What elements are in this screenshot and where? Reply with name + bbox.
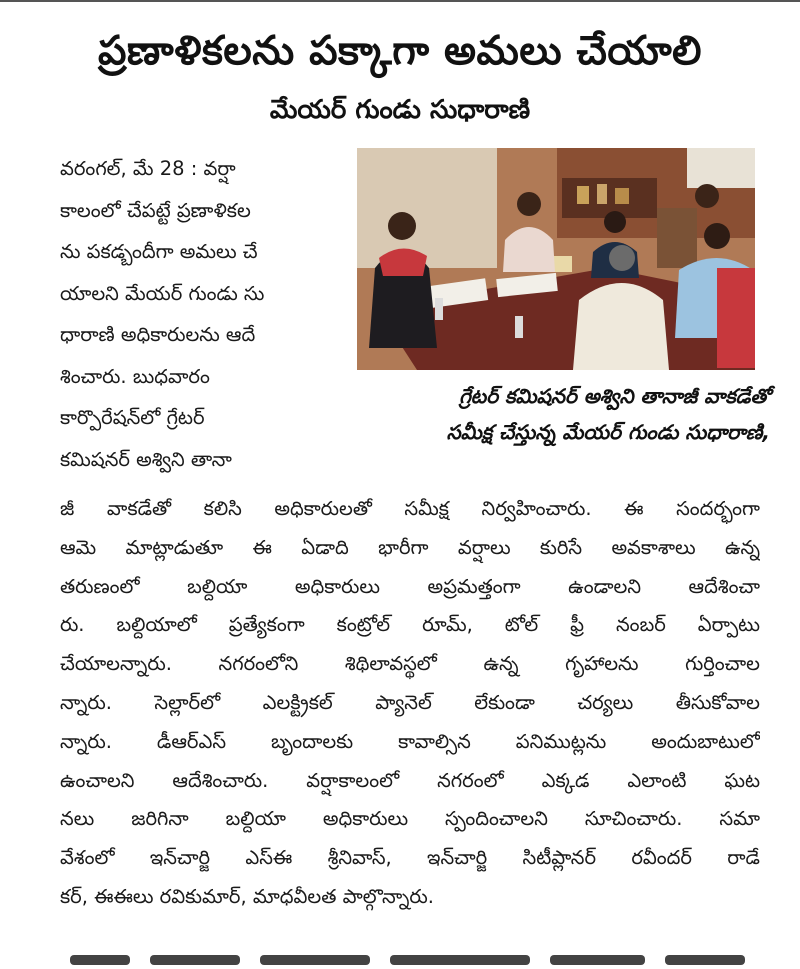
body-line: ఉంచాలని ఆదేశించారు. వర్షాకాలంలో నగరంలో ఎక్కడ ఎలాంటి ఘట (60, 768, 760, 792)
lead-line: కార్పొరేషన్‌లో గ్రేటర్ (60, 406, 205, 429)
meeting-photo-illustration (357, 148, 755, 370)
lead-line: ను పకడ్బందీగా అమలు చే (60, 240, 258, 263)
body-line: చేయాలన్నారు. నగరంలోని శిథిలావస్థలో ఉన్న గృహాలను గుర్తించాల (60, 652, 760, 676)
headline: ప్రణాళికలను పక్కాగా అమలు చేయాలి (98, 28, 702, 74)
caption-line: గ్రేటర్ కమిషనర్ అశ్విని తానాజీ వాకడేతో (459, 384, 770, 408)
body-line: వేశంలో ఇన్‌చార్జి ఎస్ఈ శ్రీనివాస్, ఇన్‌చార్జి సిటీప్లానర్ రవీందర్ రాడే (60, 846, 760, 870)
photo-caption (300, 378, 770, 450)
body-line: తరుణంలో బల్దియా అధికారులు అప్రమత్తంగా ఉండాలని ఆదేశించా (60, 574, 760, 598)
body-line: ఆమె మాట్లాడుతూ ఈ ఏడాది భారీగా వర్షాలు కురిసే అవకాశాలు ఉన్న (60, 535, 760, 559)
lead-line: కమిషనర్ అశ్విని తానా (60, 447, 232, 471)
cutoff-ink (550, 955, 645, 965)
lead-line: యాలని మేయర్ గుండు సు (60, 281, 265, 305)
cutoff-ink (260, 955, 370, 965)
top-rule (0, 0, 800, 2)
lead-line: వరంగల్, మే 28 : వర్షా (60, 157, 236, 180)
cutoff-ink (665, 955, 745, 965)
next-article-cutoff (0, 950, 800, 969)
lead-line: ధారాణి అధికారులను ఆదే (60, 323, 256, 346)
caption-line: సమీక్ష చేస్తున్న మేయర్ గుండు సుధారాణి, (446, 420, 770, 444)
body-line: రు. బల్దియాలో ప్రత్యేకంగా కంట్రోల్ రూమ్, టోల్ ఫ్రీ నంబర్ ఏర్పాటు (60, 613, 760, 637)
body-line: కర్, ఈఈలు రవికుమార్, మాధవీలత పాల్గొన్నారు. (60, 884, 434, 908)
body-line: న్నారు. డీఆర్ఎస్ బృందాలకు కావాల్సిన పనిముట్లను అందుబాటులో (60, 729, 760, 753)
cutoff-ink (150, 955, 240, 965)
meeting-photo (357, 148, 755, 370)
cutoff-ink (390, 955, 530, 965)
cutoff-ink (70, 955, 130, 965)
lead-line: కాలంలో చేపట్టే ప్రణాళికల (60, 198, 251, 222)
article-body (60, 490, 760, 917)
lead-line: శించారు. బుధవారం (60, 364, 210, 388)
byline: మేయర్ గుండు సుధారాణి (269, 95, 531, 125)
body-line: నలు జరిగినా బల్దియా అధికారులు స్పందించాలని సూచించారు. సమా (60, 807, 760, 831)
body-line: న్నారు. సెల్లార్‌లో ఎలక్ట్రికల్ ప్యానెల్ లేకుండా చర్యలు తీసుకోవాల (60, 690, 760, 714)
body-line: జీ వాకడేతో కలిసి అధికారులతో సమీక్ష నిర్వహించారు. ఈ సందర్భంగా (60, 497, 760, 520)
